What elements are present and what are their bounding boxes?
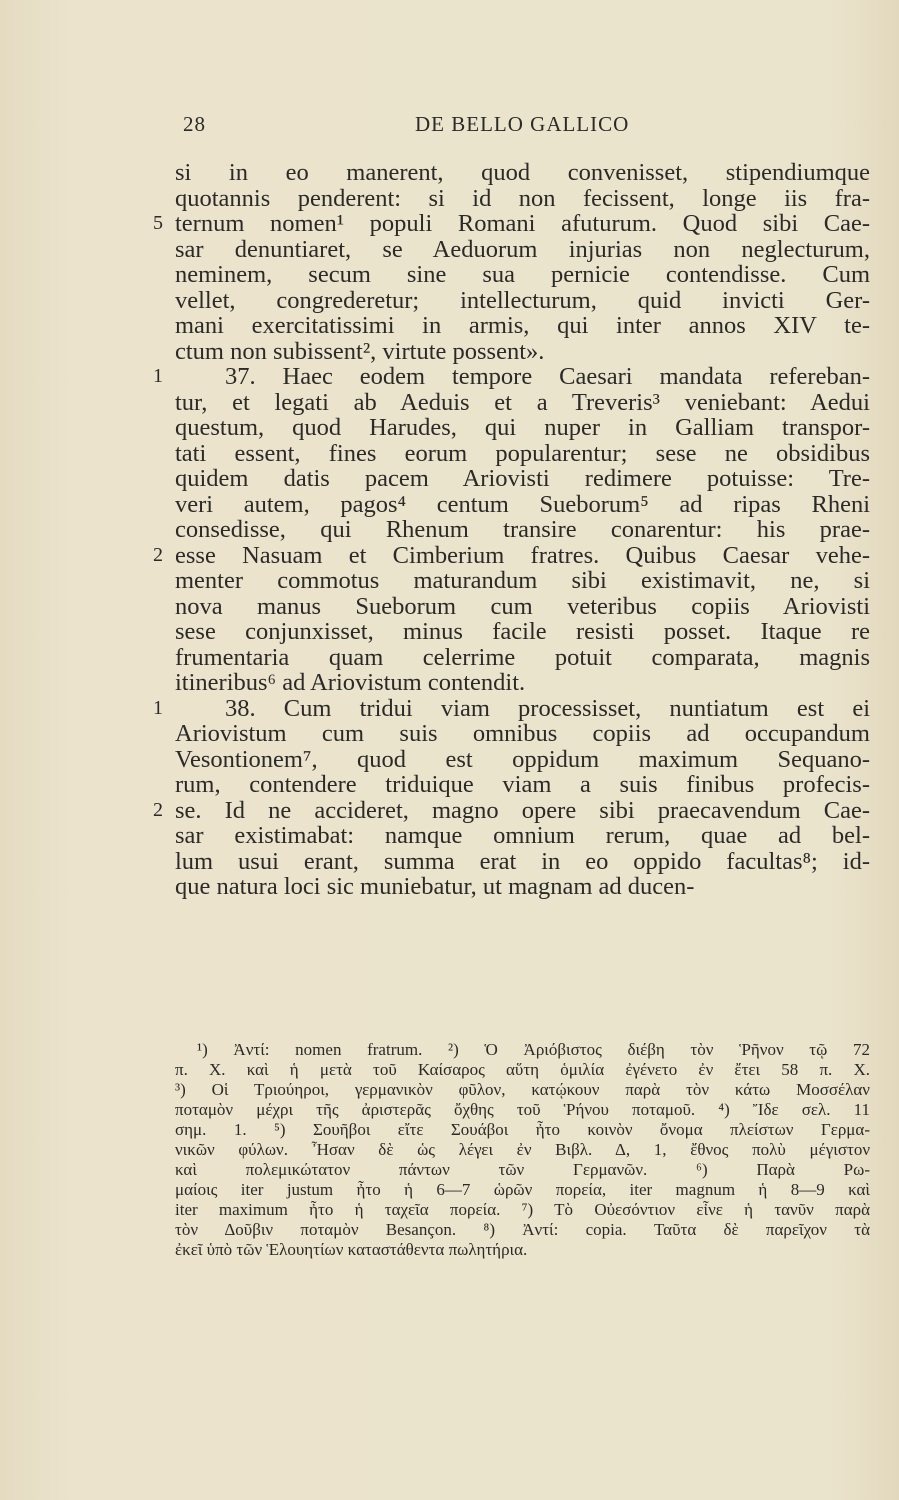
line-text: tati essent, fines eorum popularentur; sese ne obsidibus	[175, 439, 870, 467]
text-line	[175, 747, 870, 773]
line-number: 2	[153, 798, 163, 821]
main-text	[153, 159, 870, 900]
line-text: consedisse, qui Rhenum transire conarentur: his prae-	[175, 516, 870, 543]
line-text: nova manus Sueborum cum veteribus copiis Ariovisti	[175, 592, 870, 620]
text-line	[175, 849, 870, 875]
text-line	[175, 823, 870, 849]
text-line	[175, 262, 870, 288]
text-line	[153, 363, 870, 390]
line-text: menter commotus maturandum sibi existimavit, ne, si	[175, 567, 870, 594]
text-line	[175, 874, 870, 900]
line-text: Ariovistum cum suis omnibus copiis ad occupandum	[175, 720, 870, 747]
text-line	[175, 619, 870, 645]
footnote-line: ³) Οἱ Τριούηροι, γερμανικὸν φῦλον, κατῴκουν παρὰ τὸν κάτω Μοσσέλαν	[175, 1080, 870, 1099]
footnote-line: ¹) Ἀντί: nomen fratrum. ²) Ὁ Ἀριόβιστος διέβη τὸν Ῥῆνον τῷ 72	[197, 1040, 870, 1059]
text-line	[175, 466, 870, 492]
line-text: se. Id ne accideret, magno opere sibi praecavendum Cae-	[175, 796, 870, 824]
footnote-line: μαίοις iter justum ἦτο ἡ 6—7 ὡρῶν πορεία, iter magnum ἡ 8—9 καὶ	[175, 1180, 870, 1199]
line-text: sar denuntiaret, se Aeduorum injurias non neglecturum,	[175, 235, 870, 263]
text-line	[175, 160, 870, 186]
footnote-line: νικῶν φύλων. Ἦσαν δὲ ὡς λέγει ἐν Βιβλ. Δ, 1, ἔθνος πολὺ μέγιστον	[175, 1140, 870, 1159]
footnote-line: iter maximum ἦτο ἡ ταχεῖα πορεία. ⁷) Τὸ Οὐεσόντιον εἶνε ἡ τανῦν παρὰ	[175, 1200, 870, 1219]
line-text: Vesontionem⁷, quod est oppidum maximum Sequano-	[175, 745, 870, 773]
line-text: tur, et legati ab Aeduis et a Treveris³ veniebant: Aedui	[175, 388, 870, 416]
text-line	[175, 772, 870, 798]
line-text: veri autem, pagos⁴ centum Sueborum⁵ ad ripas Rheni	[175, 490, 870, 518]
text-line	[175, 288, 870, 314]
line-text: ternum nomen¹ populi Romani afuturum. Quod sibi Cae-	[175, 210, 870, 237]
text-line	[175, 415, 870, 441]
text-line	[175, 492, 870, 518]
line-text: que natura loci sic muniebatur, ut magnam ad ducen-	[175, 873, 695, 900]
text-line	[175, 390, 870, 416]
line-text: questum, quod Harudes, qui nuper in Galliam transpor-	[175, 414, 870, 441]
line-text: frumentaria quam celerrime potuit comparata, magnis	[175, 643, 870, 671]
text-line	[153, 694, 870, 722]
line-text: ctum non subissent², virtute possent».	[175, 337, 545, 365]
line-text: vellet, congrederetur; intellecturum, quid invicti Ger-	[175, 286, 870, 314]
footnote-line: τὸν Δοῦβιν ποταμὸν Besançon. ⁸) Ἀντί: copia. Ταῦτα δὲ παρεῖχον τὰ	[175, 1220, 870, 1239]
text-line	[175, 670, 870, 696]
text-line	[175, 517, 870, 543]
line-text: 37. Haec eodem tempore Caesari mandata refereban-	[225, 363, 870, 390]
running-title: DE BELLO GALLICO	[415, 112, 630, 136]
line-text: neminem, secum sine sua pernicie contendisse. Cum	[175, 261, 870, 288]
line-text: itineribus⁶ ad Ariovistum contendit.	[175, 669, 526, 696]
text-line	[175, 594, 870, 620]
text-line	[175, 721, 870, 747]
text-line	[175, 339, 870, 365]
line-number: 5	[153, 212, 163, 234]
footnote-line: π. Χ. καὶ ἡ μετὰ τοῦ Καίσαρος αὕτη ὁμιλία ἐγένετο ἐν ἔτει 58 π. Χ.	[175, 1060, 870, 1079]
footnote-line: ἐκεῖ ὑπὸ τῶν Ἑλουητίων καταστάθεντα πωλητήρια.	[175, 1240, 528, 1259]
footnotes	[175, 1040, 870, 1260]
text-line	[175, 645, 870, 671]
page-number: 28	[183, 112, 206, 136]
footnote-line: καὶ πολεμικώτατον πάντων τῶν Γερμανῶν. ⁶) Παρὰ Ρω-	[175, 1160, 870, 1179]
line-text: lum usui erant, summa erat in eo oppido facultas⁸; id-	[175, 847, 870, 875]
running-header	[175, 112, 875, 142]
line-text: 38. Cum tridui viam processisset, nuntiatum est ei	[225, 694, 870, 722]
line-number: 1	[153, 696, 163, 719]
line-text: si in eo manerent, quod convenisset, stipendiumque	[175, 159, 870, 186]
line-number: 2	[153, 543, 163, 566]
line-text: quotannis penderent: si id non fecissent, longe iis fra-	[175, 184, 870, 212]
text-line	[175, 441, 870, 467]
text-line	[153, 210, 870, 237]
line-number: 1	[153, 365, 163, 387]
line-text: mani exercitatissimi in armis, qui inter annos XIV te-	[175, 312, 870, 339]
line-text: sese conjunxisset, minus facile resisti posset. Itaque re	[175, 618, 870, 645]
text-line	[175, 313, 870, 339]
text-line	[153, 796, 870, 824]
line-text: esse Nasuam et Cimberium fratres. Quibus Caesar vehe-	[175, 541, 870, 569]
line-text: sar existimabat: namque omnium rerum, quae ad bel-	[175, 822, 870, 849]
text-line	[175, 568, 870, 594]
footnote-line: σημ. 1. ⁵) Σουῆβοι εἴτε Σουάβοι ἦτο κοινὸν ὄνομα πλείστων Γερμα-	[175, 1120, 870, 1139]
text-line	[175, 186, 870, 212]
text-line	[153, 541, 870, 569]
footnote-line: ποταμὸν μέχρι τῆς ἀριστερᾶς ὄχθης τοῦ Ῥήνου ποταμοῦ. ⁴) Ἴδε σελ. 11	[175, 1100, 870, 1119]
text-line	[175, 237, 870, 263]
line-text: rum, contendere triduique viam a suis finibus profecis-	[175, 771, 870, 798]
line-text: quidem datis pacem Ariovisti redimere potuisse: Tre-	[175, 465, 870, 492]
